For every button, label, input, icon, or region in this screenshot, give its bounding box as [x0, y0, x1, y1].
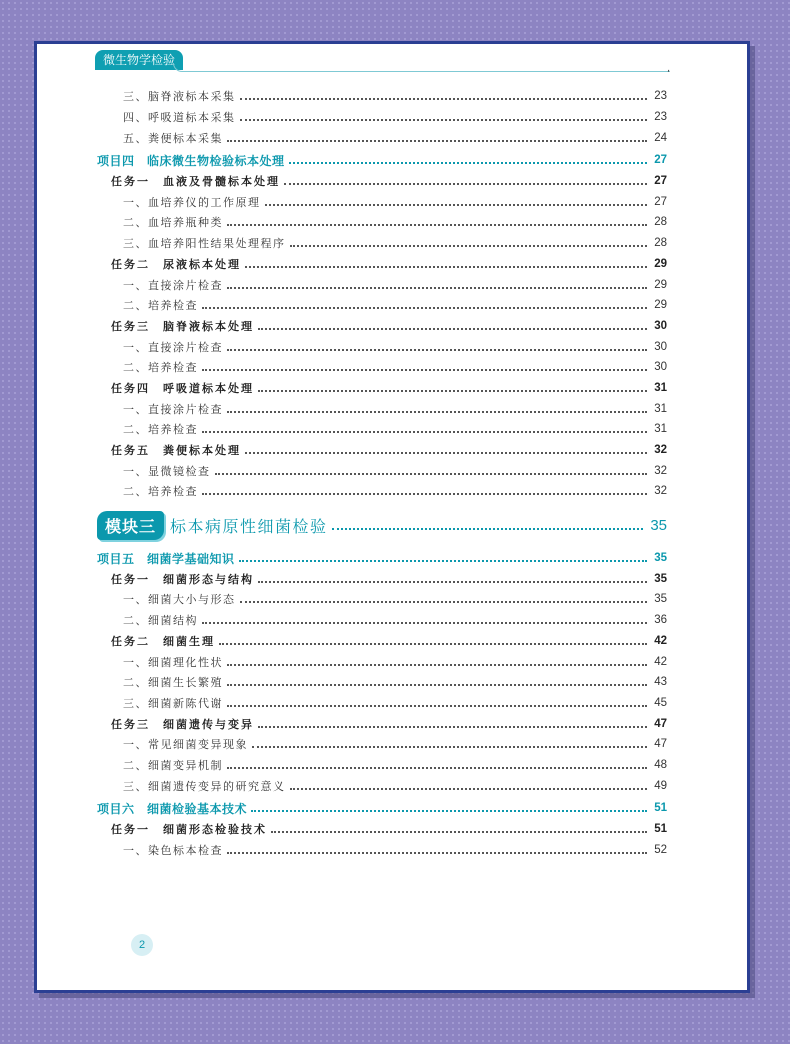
dot-leader: [258, 380, 647, 392]
header-mark: ,: [667, 64, 670, 74]
toc-entry-title: 一、血培养仪的工作原理: [123, 195, 261, 209]
toc-entry-page: 32: [654, 444, 667, 457]
toc-entry-title: 一、直接涂片检查: [123, 340, 223, 354]
dot-leader: [239, 550, 647, 562]
toc-entry-sub[interactable]: [97, 274, 667, 295]
toc-entry-sub[interactable]: [97, 734, 667, 755]
toc-entry-page: 32: [654, 464, 667, 477]
toc-entry-task[interactable]: [97, 254, 667, 275]
toc-entry-title: 任务一 细菌形态检验技术: [111, 823, 267, 837]
toc-entry-sub[interactable]: [97, 127, 667, 148]
toc-entry-sub[interactable]: [97, 212, 667, 233]
toc-entry-task[interactable]: [97, 440, 667, 461]
toc-entry-page: 32: [654, 485, 667, 498]
toc-entry-sub[interactable]: [97, 336, 667, 357]
dot-leader: [202, 612, 647, 624]
toc-entry-title: 任务三 脑脊液标本处理: [111, 319, 254, 333]
toc-entry-title: 一、细菌理化性状: [123, 655, 223, 669]
dot-leader: [290, 235, 648, 247]
toc-entry-page: 43: [654, 676, 667, 689]
toc-entry-title: 任务四 呼吸道标本处理: [111, 381, 254, 395]
toc-entry-title: 五、粪便标本采集: [123, 131, 223, 145]
toc-entry-page: 30: [654, 319, 667, 332]
toc-entry-page: 51: [654, 823, 667, 836]
toc-entry-page: 27: [654, 195, 667, 208]
toc-entry-sub[interactable]: [97, 672, 667, 693]
toc-entry-title: 一、染色标本检查: [123, 843, 223, 857]
module-badge: 模块三: [97, 511, 164, 540]
toc-entry-sub[interactable]: [97, 610, 667, 631]
dot-leader: [240, 109, 648, 121]
toc-entry-sub[interactable]: [97, 651, 667, 672]
running-header: [95, 50, 670, 74]
table-of-contents: [97, 86, 667, 860]
toc-entry-page: 28: [654, 237, 667, 250]
toc-entry-sub[interactable]: [97, 481, 667, 502]
toc-entry-page: 35: [650, 517, 667, 535]
toc-entry-title: 三、血培养阳性结果处理程序: [123, 237, 286, 251]
toc-entry-title: 任务五 粪便标本处理: [111, 444, 241, 458]
dot-leader: [258, 318, 647, 330]
toc-entry-page: 24: [654, 131, 667, 144]
dot-leader: [240, 88, 648, 100]
toc-entry-title: 二、培养检查: [123, 485, 198, 499]
toc-entry-title: 任务一 细菌形态与结构: [111, 572, 254, 586]
toc-entry-task[interactable]: [97, 316, 667, 337]
toc-entry-page: 48: [654, 758, 667, 771]
dot-leader: [227, 674, 647, 686]
toc-entry-title: 一、常见细菌变异现象: [123, 738, 248, 752]
toc-entry-title: 任务三 细菌遗传与变异: [111, 717, 254, 731]
toc-entry-page: 36: [654, 614, 667, 627]
dot-leader: [245, 442, 647, 454]
toc-entry-page: 23: [654, 111, 667, 124]
toc-entry-title: 一、显微镜检查: [123, 464, 211, 478]
toc-entry-task[interactable]: [97, 713, 667, 734]
toc-entry-title: 四、呼吸道标本采集: [123, 111, 236, 125]
toc-entry-title: 二、细菌变异机制: [123, 758, 223, 772]
toc-entry-task[interactable]: [97, 568, 667, 589]
toc-entry-page: 35: [654, 572, 667, 585]
dot-leader: [219, 633, 647, 645]
toc-entry-sub[interactable]: [97, 191, 667, 212]
toc-entry-page: 42: [654, 634, 667, 647]
dot-leader: [227, 842, 647, 854]
toc-entry-page: 49: [654, 779, 667, 792]
dot-leader: [271, 821, 647, 833]
dot-leader: [245, 256, 647, 268]
toc-entry-page: 31: [654, 381, 667, 394]
toc-entry-page: 30: [654, 361, 667, 374]
dot-leader: [227, 757, 647, 769]
toc-entry-page: 29: [654, 278, 667, 291]
toc-entry-title: 三、细菌新陈代谢: [123, 696, 223, 710]
toc-entry-title: 一、细菌大小与形态: [123, 593, 236, 607]
toc-entry-sub[interactable]: [97, 839, 667, 860]
toc-entry-project[interactable]: [97, 798, 667, 819]
toc-entry-page: 42: [654, 655, 667, 668]
dot-leader: [252, 736, 647, 748]
toc-entry-project[interactable]: [97, 150, 667, 171]
toc-entry-title: 标本病原性细菌检验: [170, 517, 328, 537]
toc-entry-sub[interactable]: [97, 693, 667, 714]
toc-entry-title: 一、直接涂片检查: [123, 402, 223, 416]
toc-entry-title: 项目六 细菌检验基本技术: [97, 801, 248, 816]
dot-leader: [240, 591, 648, 603]
toc-entry-sub[interactable]: [97, 107, 667, 128]
toc-entry-title: 项目五 细菌学基础知识: [97, 551, 235, 566]
toc-entry-page: 47: [654, 717, 667, 730]
header-rule: [173, 63, 670, 72]
toc-entry-title: 二、培养检查: [123, 299, 198, 313]
toc-entry-task[interactable]: [97, 171, 667, 192]
toc-entry-sub[interactable]: [97, 357, 667, 378]
toc-entry-page: 51: [654, 802, 667, 815]
toc-entry-title: 二、细菌生长繁殖: [123, 676, 223, 690]
toc-entry-title: 任务二 细菌生理: [111, 634, 215, 648]
dot-leader: [202, 483, 647, 495]
toc-entry-page: 31: [654, 423, 667, 436]
dot-leader: [227, 130, 647, 142]
dot-leader: [202, 297, 647, 309]
toc-entry-page: 35: [654, 552, 667, 565]
toc-entry-page: 52: [654, 843, 667, 856]
dot-leader: [227, 277, 647, 289]
toc-entry-page: 29: [654, 299, 667, 312]
dot-leader: [251, 800, 647, 812]
book-title: 微生物学检验: [95, 50, 183, 70]
toc-entry-title: 项目四 临床微生物检验标本处理: [97, 153, 285, 168]
toc-entry-sub[interactable]: [97, 86, 667, 107]
toc-entry-page: 45: [654, 696, 667, 709]
toc-entry-title: 任务一 血液及骨髓标本处理: [111, 175, 280, 189]
toc-entry-module[interactable]: [97, 508, 667, 544]
toc-entry-task[interactable]: [97, 819, 667, 840]
toc-entry-page: 31: [654, 402, 667, 415]
toc-entry-page: 47: [654, 738, 667, 751]
toc-entry-project[interactable]: [97, 548, 667, 569]
toc-entry-page: 35: [654, 593, 667, 606]
dot-leader: [227, 654, 647, 666]
dot-leader: [227, 401, 647, 413]
dot-leader: [265, 194, 648, 206]
dot-leader: [202, 421, 647, 433]
toc-entry-title: 任务二 尿液标本处理: [111, 257, 241, 271]
dot-leader: [227, 695, 647, 707]
dot-leader: [227, 339, 647, 351]
toc-entry-sub[interactable]: [97, 775, 667, 796]
toc-entry-title: 一、直接涂片检查: [123, 278, 223, 292]
toc-entry-task[interactable]: [97, 631, 667, 652]
toc-entry-title: 三、细菌遗传变异的研究意义: [123, 779, 286, 793]
toc-entry-sub[interactable]: [97, 755, 667, 776]
toc-entry-page: 28: [654, 216, 667, 229]
dot-leader: [290, 778, 648, 790]
toc-entry-sub[interactable]: [97, 295, 667, 316]
toc-entry-sub[interactable]: [97, 398, 667, 419]
toc-entry-title: 二、培养检查: [123, 361, 198, 375]
toc-entry-title: 二、培养检查: [123, 423, 198, 437]
dot-leader: [258, 571, 647, 583]
dot-leader: [289, 152, 647, 164]
toc-entry-page: 23: [654, 90, 667, 103]
toc-entry-sub[interactable]: [97, 233, 667, 254]
toc-entry-page: 30: [654, 340, 667, 353]
toc-entry-sub[interactable]: [97, 460, 667, 481]
dot-leader: [227, 214, 647, 226]
toc-entry-sub[interactable]: [97, 419, 667, 440]
dot-leader: [284, 173, 647, 185]
toc-entry-page: 27: [654, 175, 667, 188]
toc-entry-task[interactable]: [97, 378, 667, 399]
dot-leader: [202, 359, 647, 371]
dot-leader: [215, 463, 648, 475]
toc-entry-sub[interactable]: [97, 589, 667, 610]
toc-entry-page: 29: [654, 257, 667, 270]
page-number: 2: [131, 934, 153, 956]
toc-entry-title: 三、脑脊液标本采集: [123, 90, 236, 104]
toc-entry-title: 二、细菌结构: [123, 614, 198, 628]
toc-entry-title: 二、血培养瓶种类: [123, 216, 223, 230]
toc-entry-page: 27: [654, 154, 667, 167]
dot-leader: [258, 716, 647, 728]
dot-leader: [332, 518, 643, 530]
